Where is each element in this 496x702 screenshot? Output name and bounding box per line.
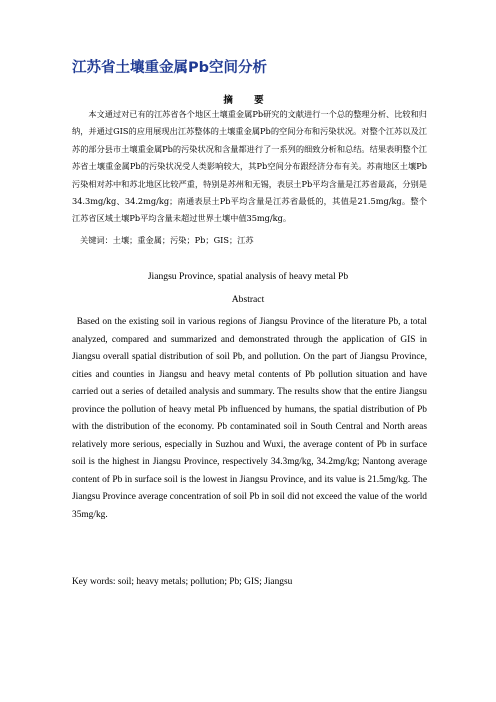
english-abstract-body: Based on the existing soil in various regions of Jiangsu Province of the literature Pb, a total analyzed, compared and summarized and demonstrated through the application of GIS in Jiangsu overall spatial distribution of soil Pb, and pollution. On the part of Jiangsu Province, cities and counties in Jiangsu and heavy metal contents of Pb pollution situation and have carried out a series of detailed analysis and summary. The results show that the entire Jiangsu province the pollution of heavy metal Pb influenced by humans, the spatial distribution of Pb with the distribution of the economy. Pb contaminated soil in South Central and North areas relatively more serious, especially in Suzhou and Wuxi, the average content of Pb in surface soil is the highest in Jiangsu Province, respectively 34.3mg/kg, 34.2mg/kg; Nantong average content of Pb in surface soil is the lowest in Jiangsu Province, and its value is 21.5mg/kg. The Jiangsu Province average concentration of soil Pb in soil did not exceed the value of the world 35mg/kg.	[72, 317, 427, 520]
chinese-abstract-heading: 摘 要	[223, 95, 273, 106]
english-abstract-heading: Abstract	[231, 294, 265, 305]
chinese-abstract-body: 本文通过对已有的江苏省各个地区土壤重金属Pb研究的文献进行一个总的整理分析、比较和归纳，并通过GIS的应用展现出江苏整体的土壤重金属Pb的空间分布和污染状况。对整个江苏以及江苏的部分县市土壤重金属Pb的污染状况和含量都进行了一系列的细致分析和总结。结果表明整个江苏省土壤重金属Pb的污染状况受人类影响较大，其Pb空间分布跟经济分布有关。苏南地区土壤Pb污染相对苏中和苏北地区比较严重，特别是苏州和无锡，表层土Pb平均含量是江苏省最高，分别是34.3mg/kg、34.2mg/kg；南通表层土Pb平均含量是江苏省最低的，其值是21.5mg/kg。整个江苏省区域土壤Pb平均含量未超过世界土壤中值35mg/kg。	[72, 109, 427, 224]
chinese-title: 江苏省土壤重金属Pb空间分析	[72, 60, 268, 76]
english-keywords: Key words: soil; heavy metals; pollution; Pb; GIS; Jiangsu	[72, 577, 293, 587]
english-title: Jiangsu Province, spatial analysis of heavy metal Pb	[147, 271, 349, 282]
chinese-keywords: 关键词：土壤；重金属；污染；Pb；GIS；江苏	[80, 235, 254, 245]
